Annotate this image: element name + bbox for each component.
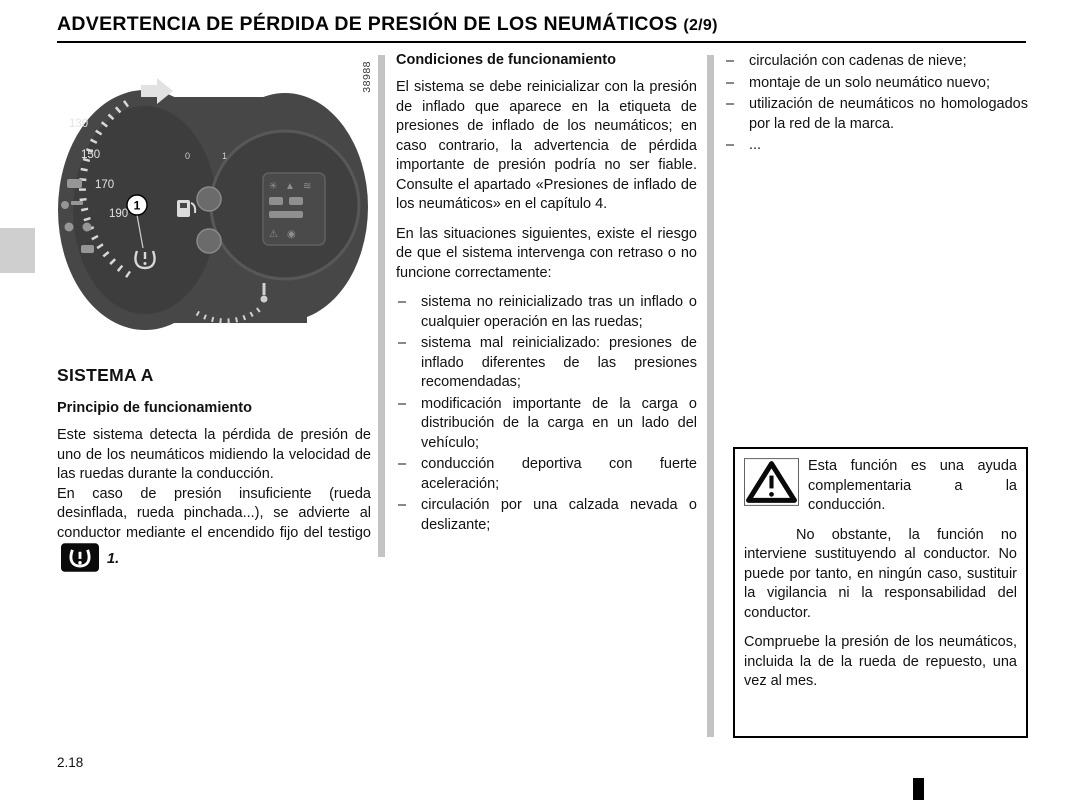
principle-paragraph-1: Este sistema detecta la pérdida de presión de uno de los neumáticos midiendo la velocidad de las ruedas durante la conducción. — [57, 427, 371, 482]
list-dash: – — [398, 395, 407, 412]
svg-text:▲: ▲ — [285, 181, 295, 192]
conditions-paragraph-2: En las situaciones siguientes, existe el riesgo de que el sistema intervenga con retraso o no funcione correctamente: — [396, 225, 697, 281]
list-item — [396, 293, 697, 332]
list-item-text: sistema no reinicializado tras un inflado o cualquier operación en las ruedas; — [421, 294, 697, 330]
list-dash: – — [398, 294, 407, 310]
left-column — [57, 55, 371, 572]
list-item — [396, 496, 697, 535]
warning-paragraph-2: No obstante, la función no interviene sustituyendo al conductor. No puede por tanto, en ningún caso, sustituir la vigilancia ni la responsabilidad del conductor. — [744, 526, 1017, 621]
list-item-text: conducción deportiva con fuerte aceleración; — [421, 456, 697, 492]
list-dash: – — [726, 53, 735, 69]
warning-paragraph-1: Esta función es una ayuda complementaria a la conducción. — [808, 458, 1017, 513]
list-dash: – — [398, 335, 407, 351]
list-dash: – — [726, 74, 735, 91]
speed-190: 190 — [109, 208, 129, 220]
svg-text:≋: ≋ — [303, 181, 312, 192]
list-dash: – — [398, 456, 407, 472]
list-item-text: sistema mal reinicializado: presiones de inflado diferentes de las presiones recomendadas; — [421, 335, 697, 390]
list-item — [396, 455, 697, 494]
speed-130: 130 — [69, 118, 89, 130]
warning-box — [733, 447, 1028, 738]
principle-paragraph-2 — [57, 485, 371, 573]
middle-column — [396, 52, 697, 537]
svg-text:◉: ◉ — [287, 229, 296, 240]
warning-paragraph-3: Compruebe la presión de los neumáticos, incluida la de la rueda de repuesto, una vez al mes. — [744, 634, 1017, 689]
list-dash: – — [726, 137, 735, 153]
list-item — [724, 136, 1028, 156]
right-column — [724, 52, 1028, 158]
principle-subheading: Principio de funcionamiento — [57, 400, 252, 416]
list-item-text: circulación por una calzada nevada o deslizante; — [421, 497, 697, 533]
list-dash: – — [398, 497, 407, 513]
list-item — [396, 334, 697, 393]
column-divider-right — [707, 55, 714, 737]
conditions-paragraph-1: El sistema se debe reinicializar con la presión de inflado que aparece en la etiqueta de presiones de inflado de los neumáticos; en caso contrario, la advertencia de pérdida importante de presión podría no ser fiable. Consulte el apartado «Presiones de inflado de los neumáticos» en el capítulo 4. — [396, 79, 697, 212]
warning-triangle-icon — [744, 458, 799, 506]
chapter-edge-tab — [0, 228, 35, 273]
svg-text:⚠: ⚠ — [269, 229, 278, 240]
list-item-text: modificación importante de la carga o distribución de la carga en un lado del vehículo; — [421, 395, 697, 451]
tire-pressure-warning-icon — [61, 543, 99, 572]
page-title — [57, 13, 718, 36]
fuel-1: 1 — [222, 151, 228, 161]
page-number: 2.18 — [57, 755, 84, 770]
speed-170: 170 — [95, 179, 115, 191]
list-item-text: ... — [749, 137, 762, 153]
figure-reference-1: 1. — [107, 551, 120, 567]
list-item — [724, 95, 1028, 134]
column-divider-left — [378, 55, 385, 557]
speed-150: 150 — [81, 149, 101, 161]
instrument-cluster-illustration — [57, 55, 371, 347]
svg-text:✳: ✳ — [269, 181, 278, 192]
cluster-button-top — [197, 187, 221, 211]
conditions-heading: Condiciones de funcionamiento — [396, 52, 616, 68]
title-underline — [57, 41, 1026, 43]
list-item — [724, 74, 1028, 94]
principle-paragraph-2-text: En caso de presión insuficiente (rueda desinflada, rueda pinchada...), se advierte al conductor mediante el encendido fijo del testigo — [57, 485, 371, 541]
print-registration-mark — [913, 778, 924, 800]
system-heading: SISTEMA A — [57, 365, 154, 385]
photo-reference-number: 38988 — [361, 61, 373, 93]
page-title-text: ADVERTENCIA DE PÉRDIDA DE PRESIÓN DE LOS NEUMÁTICOS — [57, 13, 678, 35]
list-item — [724, 52, 1028, 72]
list-dash: – — [726, 96, 735, 112]
instrument-cluster-figure — [57, 55, 371, 347]
cluster-button-bottom — [197, 229, 221, 253]
list-item-text: montaje de un solo neumático nuevo; — [749, 74, 991, 91]
page-title-counter: (2/9) — [683, 17, 718, 34]
callout-number: 1 — [133, 198, 141, 213]
fuel-0: 0 — [185, 151, 191, 161]
list-item-text: utilización de neumáticos no homologados por la red de la marca. — [749, 96, 1028, 132]
list-item — [396, 395, 697, 454]
list-item-text: circulación con cadenas de nieve; — [749, 53, 967, 69]
